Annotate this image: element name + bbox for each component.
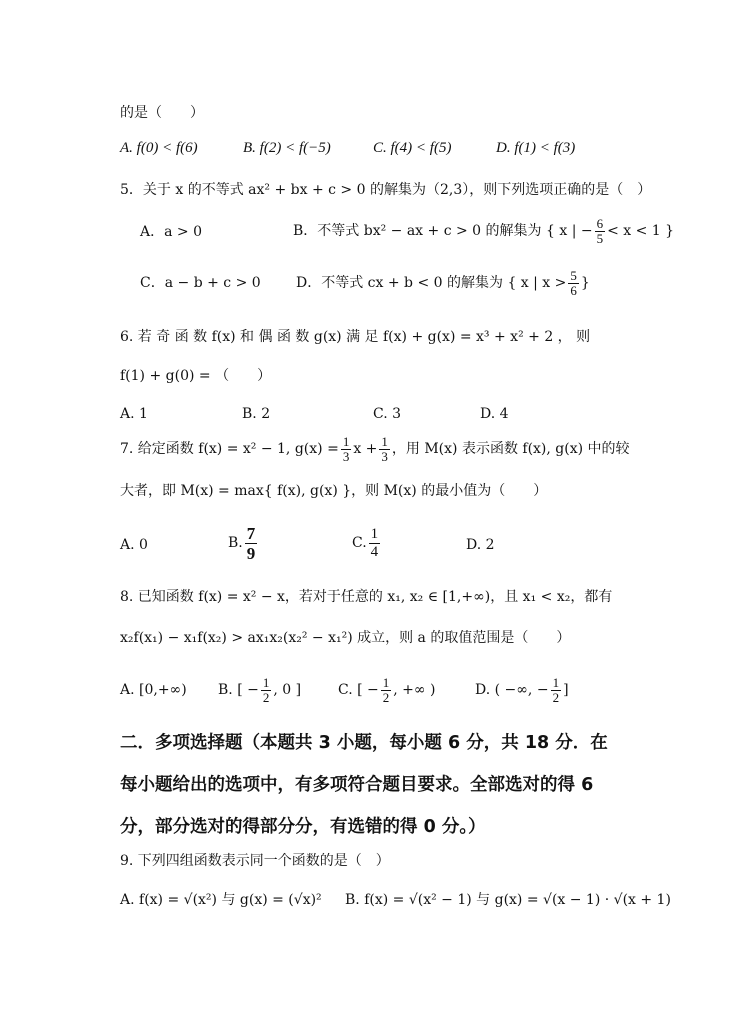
fraction-denominator: 2	[382, 689, 390, 705]
q8-option-a: A. [0,+∞)	[120, 682, 187, 698]
fraction-numerator: 6	[596, 215, 604, 231]
q8-option-c-fraction	[381, 676, 392, 705]
q7-option-c	[352, 520, 382, 566]
q7-option-b	[228, 520, 259, 566]
q6-option-d: D. 4	[480, 406, 509, 422]
fraction-numerator: 1	[552, 674, 560, 690]
q5-option-b-text: B．不等式 bx² − ax + c > 0 的解集为 { x | −	[293, 223, 593, 239]
q8-option-c	[338, 670, 435, 710]
q6-option-b: B. 2	[242, 406, 271, 422]
q8-option-c-post: , +∞ )	[393, 682, 436, 698]
q8-option-c-pre: C. [ −	[338, 682, 379, 698]
q5-option-d	[296, 266, 590, 300]
q8-option-d-fraction	[551, 676, 562, 705]
q6-option-c: C. 3	[373, 406, 402, 422]
fraction-numerator: 1	[381, 433, 388, 449]
q5-option-b	[293, 214, 674, 248]
q5-option-c: C．a − b + c > 0	[140, 275, 261, 291]
fraction-numerator: 1	[382, 674, 390, 690]
q6-option-a: A. 1	[120, 406, 148, 422]
q7-stem-b: ，用 M(x) 表示函数 f(x), g(x) 中的较	[391, 441, 630, 457]
q5-option-d-text: D．不等式 cx + b < 0 的解集为 { x | x >	[296, 275, 567, 291]
q7-stem-a: 7. 给定函数 f(x) = x² − 1, g(x) =	[120, 441, 339, 457]
q7-fraction-1	[341, 435, 352, 464]
fraction-denominator: 6	[570, 282, 577, 298]
q7-option-d: D. 2	[466, 537, 495, 553]
q7-option-c-fraction	[369, 526, 381, 561]
fraction-numerator: 1	[342, 433, 350, 449]
q6-stem-line2: f(1) + g(0) = （ ）	[120, 368, 272, 384]
q8-option-d-pre: D. ( −∞, −	[475, 682, 549, 698]
q8-option-b	[218, 670, 301, 710]
q8-stem-line2: x₂f(x₁) − x₁f(x₂) > ax₁x₂(x₂² − x₁²) 成立，则 a 的取值范围是（ ）	[120, 630, 571, 646]
q5-option-a: A．a > 0	[140, 224, 202, 240]
q7-stem	[120, 432, 630, 466]
q7-option-b-fraction	[245, 524, 258, 563]
q5-option-d-fraction	[568, 269, 579, 298]
q8-option-d	[475, 670, 569, 710]
q7-stem-line2: 大者，即 M(x) = max{ f(x), g(x) }，则 M(x) 的最小值为（ ）	[120, 483, 548, 499]
fraction-denominator: 2	[262, 689, 270, 705]
fraction-denominator: 4	[370, 543, 379, 560]
q8-option-b-pre: B. [ −	[218, 682, 259, 698]
q8-option-b-fraction	[261, 676, 272, 705]
q4-option-d: D. f(1) < f(3)	[496, 140, 576, 156]
q7-stem-mid: x +	[353, 441, 378, 457]
q5-option-d-tail: }	[580, 275, 590, 291]
q9-stem: 9. 下列四组函数表示同一个函数的是（ ）	[120, 853, 390, 869]
fraction-denominator: 5	[596, 230, 604, 246]
q5-option-b-fraction	[595, 217, 606, 246]
q4-option-a: A. f(0) < f(6)	[120, 140, 198, 156]
q4-option-c: C. f(4) < f(5)	[373, 140, 452, 156]
q7-option-c-label: C.	[352, 535, 367, 551]
q9-option-a: A. f(x) = √(x²) 与 g(x) = (√x)²	[120, 892, 322, 908]
q8-option-d-post: ]	[563, 682, 569, 698]
q5-option-b-tail: < x < 1 }	[607, 223, 675, 239]
section2-heading-line2: 每小题给出的选项中，有多项符合题目要求。全部选对的得 6	[120, 775, 594, 795]
q9-option-b: B. f(x) = √(x² − 1) 与 g(x) = √(x − 1) · √(x + 1)	[345, 892, 671, 908]
q8-option-b-post: , 0 ]	[273, 682, 302, 698]
q6-stem: 6. 若 奇 函 数 f(x) 和 偶 函 数 g(x) 满 足 f(x) + g(x) = x³ + x² + 2 ， 则	[120, 329, 591, 345]
fraction-denominator: 9	[246, 543, 256, 563]
q7-option-a: A. 0	[120, 537, 148, 553]
fraction-numerator: 7	[246, 523, 256, 543]
fraction-denominator: 3	[342, 448, 350, 464]
q4-option-b: B. f(2) < f(−5)	[243, 140, 331, 156]
q4-stem-tail: 的是（ ）	[120, 105, 204, 121]
fraction-numerator: 1	[370, 525, 379, 542]
q5-stem: 5．关于 x 的不等式 ax² + bx + c > 0 的解集为（2,3），则下列选项正确的是（ ）	[120, 182, 652, 198]
q8-stem: 8. 已知函数 f(x) = x² − x，若对于任意的 x₁, x₂ ∈ [1,+∞)，且 x₁ < x₂，都有	[120, 589, 613, 605]
fraction-denominator: 3	[381, 448, 388, 464]
section2-heading-line1: 二．多项选择题（本题共 3 小题，每小题 6 分，共 18 分．在	[120, 733, 608, 753]
q7-fraction-2	[379, 435, 390, 464]
fraction-numerator: 1	[262, 674, 270, 690]
fraction-denominator: 2	[552, 689, 560, 705]
fraction-numerator: 5	[570, 267, 577, 283]
q7-option-b-label: B.	[228, 535, 243, 551]
section2-heading-line3: 分，部分选对的得部分分，有选错的得 0 分。）	[120, 817, 486, 837]
